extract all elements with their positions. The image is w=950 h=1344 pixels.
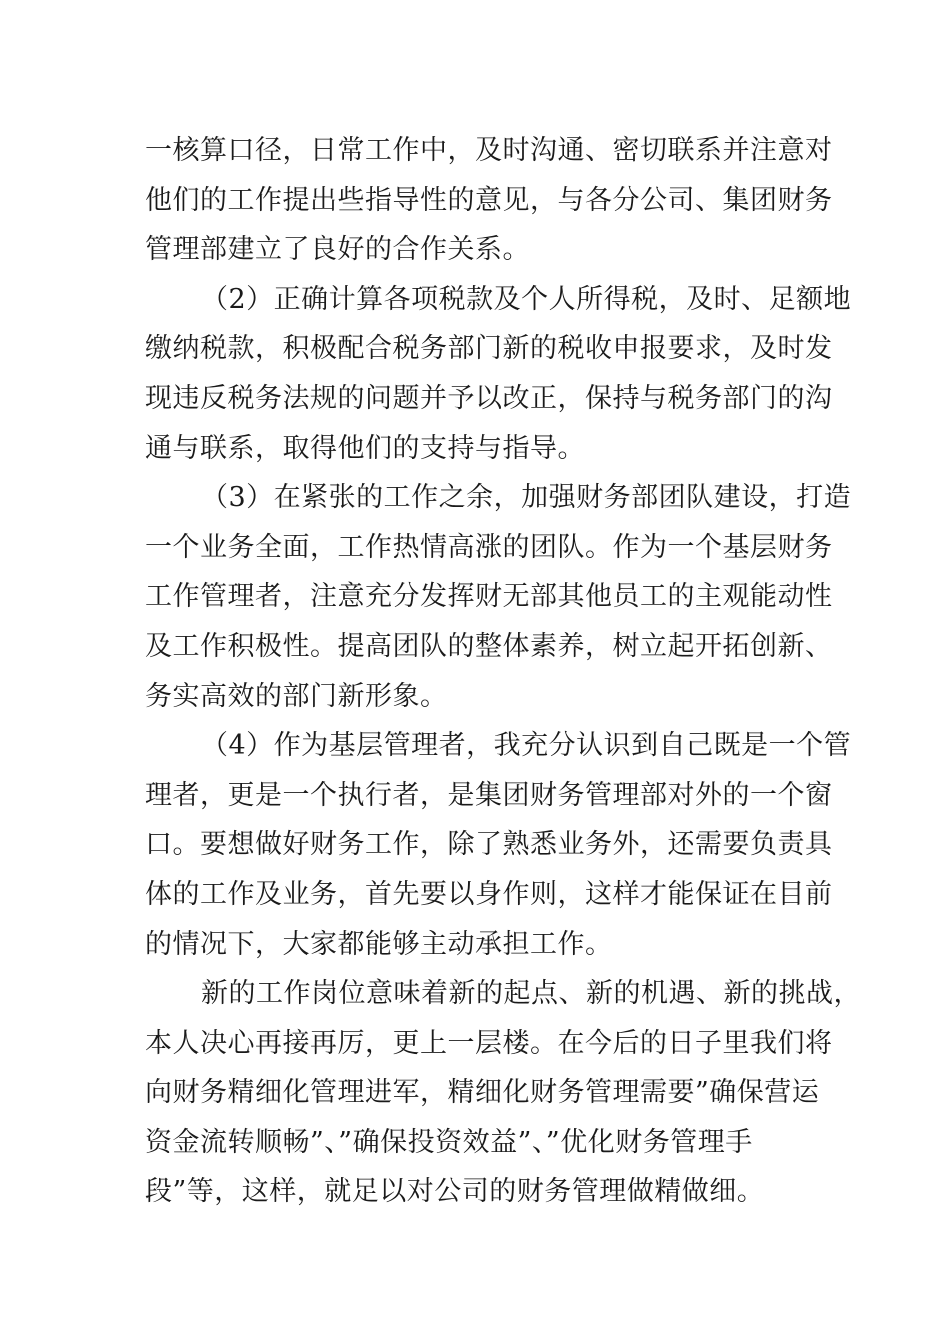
- document-body: [145, 126, 861, 1217]
- text-line: 务实高效的部门新形象。: [145, 680, 448, 712]
- text-line: 通与联系，取得他们的支持与指导。: [145, 432, 585, 464]
- text-line: 他们的工作提出些指导性的意见，与各分公司、集团财务: [145, 184, 833, 216]
- text-line: 本人决心再接再厉，更上一层楼。在今后的日子里我们将: [145, 1027, 833, 1059]
- text-line: 理者，更是一个执行者，是集团财务管理部对外的一个窗: [145, 779, 833, 811]
- paragraph-start-line: 新的工作岗位意味着新的起点、新的机遇、新的挑战，: [201, 978, 861, 1010]
- text-line: 体的工作及业务，首先要以身作则，这样才能保证在目前: [145, 878, 833, 910]
- text-line: 一个业务全面，工作热情高涨的团队。作为一个基层财务: [145, 531, 833, 563]
- text-line: 管理部建立了良好的合作关系。: [145, 234, 530, 266]
- paragraph-start-line: （3）在紧张的工作之余，加强财务部团队建设，打造: [201, 482, 852, 514]
- text-line: 一核算口径，日常工作中，及时沟通、密切联系并注意对: [145, 135, 833, 166]
- text-line: 缴纳税款，积极配合税务部门新的税收申报要求，及时发: [145, 333, 833, 365]
- paragraph-start-line: （4）作为基层管理者，我充分认识到自己既是一个管: [201, 730, 852, 762]
- text-line: 工作管理者，注意充分发挥财无部其他员工的主观能动性: [145, 581, 833, 613]
- text-line: 资金流转顺畅”、”确保投资效益”、”优化财务管理手: [145, 1126, 753, 1158]
- text-line: 段”等，这样，就足以对公司的财务管理做精做细。: [145, 1176, 765, 1208]
- text-line: 向财务精细化管理进军，精细化财务管理需要”确保营运: [145, 1077, 820, 1109]
- text-line: 现违反税务法规的问题并予以改正，保持与税务部门的沟: [145, 382, 833, 414]
- paragraph-start-line: （2）正确计算各项税款及个人所得税，及时、足额地: [201, 283, 852, 315]
- text-line: 及工作积极性。提高团队的整体素养，树立起开拓创新、: [145, 630, 833, 662]
- text-line: 口。要想做好财务工作，除了熟悉业务外，还需要负责具: [145, 829, 833, 861]
- text-line: 的情况下，大家都能够主动承担工作。: [145, 928, 613, 960]
